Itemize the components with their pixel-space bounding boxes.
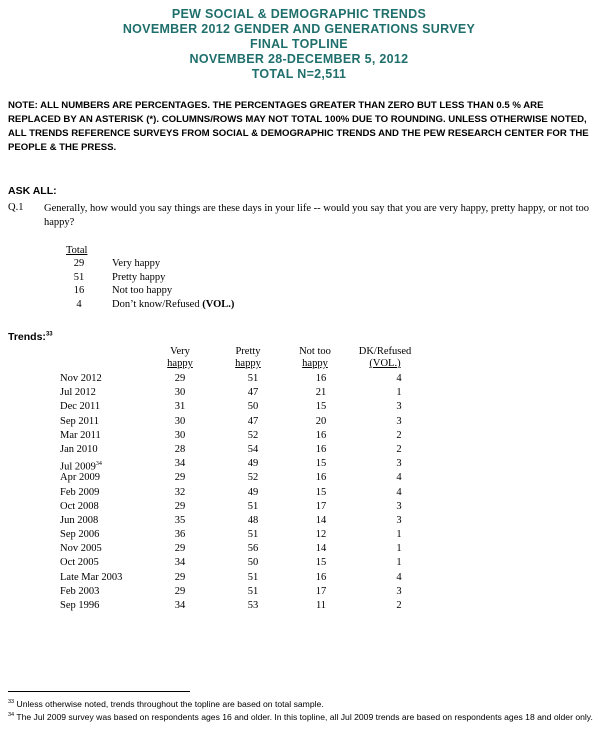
footnote	[8, 697, 594, 710]
column-header-not-too-happy	[292, 346, 338, 370]
trend-date-text: Apr 2009	[60, 472, 100, 484]
trend-value: 50	[247, 557, 259, 569]
trend-value: 15	[315, 486, 327, 498]
trends-footnote-ref: 33	[45, 331, 53, 338]
trend-value: 3	[396, 415, 402, 427]
header-line-total-n: TOTAL N=2,511	[251, 67, 347, 81]
trend-value: 29	[174, 472, 186, 484]
footnote-divider	[8, 691, 190, 692]
trend-date-text: Oct 2008	[60, 500, 99, 512]
trend-value: 34	[174, 600, 186, 611]
column-header-line2: happy	[167, 358, 193, 369]
trend-date	[60, 372, 102, 386]
total-label-vol: (VOL.)	[202, 298, 235, 310]
survey-header	[0, 7, 598, 82]
total-value: 16	[73, 285, 85, 296]
total-label-text: Pretty happy	[112, 271, 166, 283]
trend-value: 16	[315, 429, 327, 441]
trend-value: 17	[315, 500, 327, 512]
trends-label	[8, 331, 53, 343]
trend-value: 2	[396, 443, 402, 455]
trend-value: 51	[247, 529, 259, 541]
column-header-pretty-happy	[227, 346, 269, 370]
trend-date	[60, 528, 99, 542]
trend-value: 3	[396, 514, 402, 526]
trend-value: 29	[174, 571, 186, 583]
trend-value: 15	[315, 557, 327, 569]
total-row	[66, 257, 234, 271]
footnote-text: The Jul 2009 survey was based on respondents ages 16 and older. In this topline, all Jul 2009 trends are based on respondents ages 18 and older only.	[16, 711, 593, 722]
trend-date	[60, 514, 98, 528]
column-header-very-happy	[165, 346, 195, 370]
trend-value: 28	[174, 443, 186, 455]
trend-value: 16	[315, 443, 327, 455]
trend-date	[60, 386, 96, 400]
total-label	[92, 298, 234, 312]
trend-value: 35	[174, 514, 186, 526]
trend-value: 29	[174, 543, 186, 555]
trend-value: 54	[247, 443, 259, 455]
trend-date-text: Feb 2009	[60, 486, 100, 498]
trend-date	[60, 500, 99, 514]
total-column-header: Total	[66, 245, 88, 256]
trend-value: 51	[247, 571, 259, 583]
total-rows	[66, 257, 234, 311]
trend-value: 14	[315, 543, 327, 555]
trend-value: 56	[247, 543, 259, 555]
trend-value: 3	[396, 401, 402, 413]
trend-date-text: Jan 2010	[60, 443, 98, 455]
footnote-text: Unless otherwise noted, trends throughout the topline are based on total sample.	[16, 698, 324, 709]
column-header-line2: happy	[302, 358, 328, 369]
trend-date	[60, 415, 99, 429]
trend-date-text: Sep 1996	[60, 600, 100, 611]
trend-value: 47	[247, 415, 259, 427]
trend-date-footnote-ref: 34	[95, 461, 102, 468]
header-line-dates: NOVEMBER 28-DECEMBER 5, 2012	[189, 52, 409, 66]
trend-date	[60, 486, 99, 500]
column-header-line2: (VOL.)	[369, 358, 401, 369]
trend-value: 51	[247, 585, 259, 597]
column-header-line1: DK/Refused	[358, 346, 412, 357]
total-value: 51	[73, 271, 85, 283]
trend-date-text: Sep 2006	[60, 529, 100, 541]
trend-value: 2	[396, 600, 402, 611]
total-responses	[66, 245, 234, 311]
ask-all-label: ASK ALL:	[8, 185, 57, 197]
trend-value: 31	[174, 401, 186, 413]
trend-value: 52	[247, 429, 259, 441]
trend-date	[60, 400, 100, 414]
trend-value: 34	[174, 557, 186, 569]
trend-value: 1	[396, 387, 402, 399]
trend-value: 1	[396, 557, 402, 569]
trend-date	[60, 571, 122, 585]
trend-value: 3	[396, 458, 402, 470]
trend-value: 30	[174, 415, 186, 427]
trend-value: 49	[247, 458, 259, 470]
trend-value: 12	[315, 529, 327, 541]
trend-value: 36	[174, 529, 186, 541]
trend-value: 3	[396, 500, 402, 512]
trend-value: 29	[174, 585, 186, 597]
trend-date-text: Jul 2012	[60, 387, 96, 399]
trend-date-text: Oct 2005	[60, 557, 99, 569]
total-label	[92, 271, 165, 285]
trend-value: 51	[247, 500, 259, 512]
methodology-note: NOTE: ALL NUMBERS ARE PERCENTAGES. THE PERCENTAGES GREATER THAN ZERO BUT LESS THAN 0.5 % ARE REPLACED BY AN ASTERISK (*). COLUMNS/ROWS MAY NOT TOTAL 100% DUE TO ROUNDING. UNLESS OTHERWISE NOTED, ALL TRENDS REFERENCE SURVEYS FROM SOCIAL & DEMOGRAPHIC TRENDS AND THE PEW RESEARCH CENTER FOR THE PEOPLE & THE PRESS.	[8, 100, 589, 153]
total-value: 4	[76, 298, 82, 310]
trend-date-text: Jun 2008	[60, 514, 99, 526]
trend-date-text: Nov 2012	[60, 373, 102, 384]
trends-label-text: Trends:	[8, 331, 46, 343]
trend-value: 11	[315, 600, 327, 611]
header-line-survey: NOVEMBER 2012 GENDER AND GENERATIONS SURVEY	[122, 22, 476, 36]
trend-value: 3	[396, 585, 402, 597]
trend-value: 29	[174, 373, 186, 384]
trend-value: 20	[315, 415, 327, 427]
total-row	[66, 271, 234, 285]
trend-date-text: Jul 2009	[60, 461, 96, 473]
column-header-line1: Not too	[299, 346, 331, 357]
trend-value: 34	[174, 458, 186, 470]
total-label-text: Very happy	[112, 258, 161, 269]
trend-value: 17	[315, 585, 327, 597]
trend-value: 50	[247, 401, 259, 413]
trend-date	[60, 599, 99, 613]
trend-value: 51	[247, 373, 259, 384]
total-label-text: Don’t know/Refused	[112, 298, 200, 310]
header-line-org: PEW SOCIAL & DEMOGRAPHIC TRENDS	[171, 7, 427, 21]
trend-value: 49	[247, 486, 259, 498]
trend-value: 29	[174, 500, 186, 512]
trend-date-text: Nov 2005	[60, 543, 102, 555]
trend-date	[60, 556, 99, 570]
footnote	[8, 710, 594, 723]
trend-value: 14	[315, 514, 327, 526]
trend-value: 53	[247, 600, 259, 611]
trend-value: 4	[396, 571, 402, 583]
trend-date-text: Dec 2011	[60, 401, 101, 413]
footnotes	[8, 697, 594, 723]
trend-date-text: Feb 2003	[60, 585, 100, 597]
trend-value: 30	[174, 387, 186, 399]
trend-value: 1	[396, 529, 402, 541]
trend-value: 48	[247, 514, 259, 526]
footnote-number: 33	[8, 699, 15, 705]
trend-date	[60, 443, 98, 457]
trend-value: 32	[174, 486, 186, 498]
trend-value: 16	[315, 571, 327, 583]
trend-value: 30	[174, 429, 186, 441]
trend-date	[60, 429, 101, 443]
column-header-dk-refused	[350, 346, 420, 370]
trend-value: 21	[315, 387, 327, 399]
trend-value: 4	[396, 472, 402, 484]
trend-date	[60, 471, 100, 485]
trend-value: 52	[247, 472, 259, 484]
column-header-line1: Very	[170, 346, 190, 357]
trend-value: 4	[396, 373, 402, 384]
trend-value: 4	[396, 486, 402, 498]
trend-value: 1	[396, 543, 402, 555]
trend-value: 16	[315, 472, 327, 484]
trend-date	[60, 585, 99, 599]
trend-value: 16	[315, 373, 327, 384]
total-label	[92, 257, 160, 271]
total-row	[66, 284, 234, 298]
trend-value: 47	[247, 387, 259, 399]
column-header-line1: Pretty	[235, 346, 261, 357]
trend-date	[60, 542, 102, 556]
total-row	[66, 298, 234, 312]
trend-date-text: Mar 2011	[60, 429, 101, 441]
total-label-text: Not too happy	[112, 285, 173, 296]
footnote-number: 34	[8, 711, 15, 718]
trend-value: 15	[315, 458, 327, 470]
trend-date-text: Sep 2011	[60, 415, 99, 427]
column-header-line2: happy	[235, 358, 261, 369]
question-text: Generally, how would you say things are these days in your life -- would you say that you are very happy, pretty happy, or not too happy?	[44, 203, 589, 228]
trend-value: 15	[315, 401, 327, 413]
trend-value: 2	[396, 429, 402, 441]
header-line-topline: FINAL TOPLINE	[250, 37, 348, 51]
total-label	[92, 284, 172, 298]
question-number: Q.1	[8, 202, 24, 213]
total-value: 29	[73, 258, 85, 269]
trend-date-text: Late Mar 2003	[60, 571, 123, 583]
